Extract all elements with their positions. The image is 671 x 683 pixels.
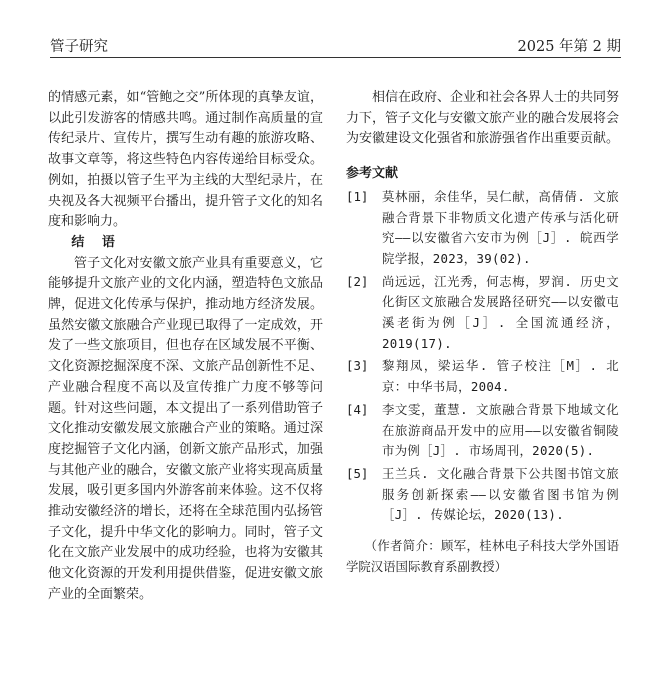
- journal-name: 管子研究: [50, 39, 108, 55]
- conclusion-paragraph: 管子文化对安徽文旅产业具有重要意义，它能够提升文旅产业的文化内涵，塑造特色文旅品牌，促进文化传承与保护，推动地方经济发展。虽然安徽文旅融合产业现已取得了一定成效，开发了一些文旅项目，但也存在区域发展不平衡、文化资源挖掘深度不深、文旅产品创新性不足、产业融合程度不高以及宣传推广力度不够等问题。针对这些问题，本文提出了一系列借助管子文化推动安徽发展文旅融合产业的策略。通过深度挖掘管子文化内涵，创新文旅产品形式，加强与其他产业的融合，安徽文旅产业将实现高质量发展，吸引更多国内外游客前来体验。这不仅将推动安徽经济的增长，还将在全球范围内弘扬管子文化，提升中华文化的影响力。同时，管子文化在文旅产业发展中的成功经验，也将为安徽其他文化资源的开发利用提供借鉴，促进安徽文旅产业的全面繁荣。: [48, 255, 323, 602]
- reference-number: [3]: [346, 358, 369, 374]
- continued-paragraph: 的情感元素，如“管鲍之交”所体现的真挚友谊，以此引发游客的情感共鸣。通过制作高质量的宣传纪录片、宣传片，撰写生动有趣的旅游攻略、故事文章等，将这些特色内容传递给目标受众。例如，拍摄以管子生平为主线的大型纪录片，在央视及各大视频平台播出，提升管子文化的知名度和影响力。: [48, 90, 323, 230]
- right-column: [346, 88, 619, 577]
- reference-text: 黎翔凤，梁运华. 管子校注［M］. 北京：中华书局，2004.: [382, 358, 619, 395]
- reference-text: 王兰兵. 文化融合背景下公共图书馆文旅服务创新探索——以安徽省图书馆为例［J］. 传媒论坛，2020(13).: [382, 465, 619, 523]
- left-column: [48, 88, 323, 606]
- reference-text: 尚远远，江光秀，何志梅，罗润. 历史文化街区文旅融合发展路径研究——以安徽屯溪老街为例［J］. 全国流通经济，2019(17).: [382, 273, 619, 351]
- reference-number: [5]: [346, 465, 369, 481]
- reference-number: [2]: [346, 273, 369, 289]
- reference-number: [4]: [346, 401, 369, 417]
- reference-item: [346, 356, 619, 397]
- issue-label: 2025 年第 2 期: [517, 39, 621, 55]
- reference-item: [346, 187, 619, 270]
- header-rule: [50, 57, 621, 58]
- reference-item: [346, 400, 619, 462]
- reference-item: [346, 272, 619, 355]
- reference-number: [1]: [346, 188, 369, 204]
- reference-list: [346, 187, 619, 526]
- author-bio: （作者简介：顾军，桂林电子科技大学外国语学院汉语国际教育系副教授）: [346, 538, 619, 574]
- references-title: 参考文献: [346, 166, 399, 182]
- conclusion-heading: 结 语: [71, 234, 122, 250]
- reference-text: 莫林丽，余佳华，吴仁献，高倩倩. 文旅融合背景下非物质文化遗产传承与活化研究——以安徽省六安市为例［J］. 皖西学院学报，2023，39(02).: [382, 188, 619, 266]
- closing-paragraph: 相信在政府、企业和社会各界人士的共同努力下，管子文化与安徽文旅产业的融合发展将会为安徽建设文化强省和旅游强省作出重要贡献。: [346, 90, 620, 147]
- reference-item: [346, 464, 619, 526]
- reference-text: 李文雯，董慧. 文旅融合背景下地域文化在旅游商品开发中的应用——以安徽省铜陵市为例［J］. 市场周刊，2020(5).: [382, 401, 619, 459]
